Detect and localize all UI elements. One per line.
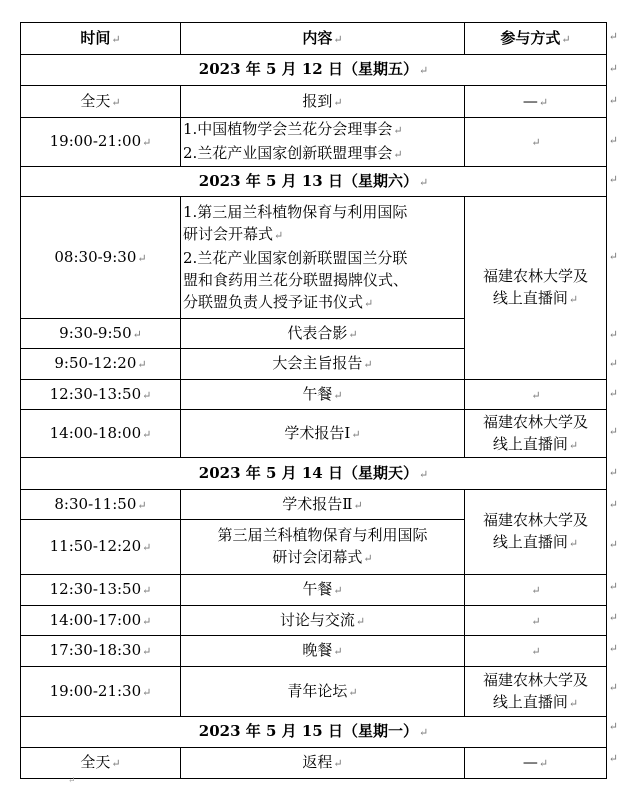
time-cell: 19:00-21:00↵ bbox=[21, 118, 181, 167]
content-cell: 报到↵ bbox=[181, 86, 465, 118]
date-row bbox=[21, 167, 607, 197]
content-cell: 晚餐↵ bbox=[181, 636, 465, 667]
mode-cell: ↵ bbox=[465, 380, 607, 410]
header-row bbox=[21, 23, 607, 55]
content-cell: 学术报告Ⅱ↵ bbox=[181, 490, 465, 520]
paragraph-mark: ↵ bbox=[608, 752, 618, 765]
content-cell: 代表合影↵ bbox=[181, 319, 465, 349]
time-cell: 9:30-9:50↵ bbox=[21, 319, 181, 349]
paragraph-mark: ↵ bbox=[608, 720, 618, 733]
date-may-14: 2023 年 5 月 14 日（星期天）↵ bbox=[21, 458, 607, 490]
mode-cell: ↵ bbox=[465, 606, 607, 636]
paragraph-mark: ↵ bbox=[608, 681, 618, 694]
paragraph-mark: ↵ bbox=[68, 776, 76, 786]
header-time: 时间↵ bbox=[21, 23, 181, 55]
paragraph-mark: ↵ bbox=[608, 538, 618, 551]
mode-cell: —↵ bbox=[465, 86, 607, 118]
table-row bbox=[21, 86, 607, 118]
paragraph-mark: ↵ bbox=[608, 498, 618, 511]
venue-cell: 福建农林大学及 线上直播间↵ bbox=[465, 667, 607, 717]
paragraph-mark: ↵ bbox=[608, 250, 618, 263]
table-row bbox=[21, 197, 607, 319]
header-mode: 参与方式↵ bbox=[465, 23, 607, 55]
table-row bbox=[21, 606, 607, 636]
paragraph-mark: ↵ bbox=[608, 328, 618, 341]
paragraph-mark: ↵ bbox=[608, 173, 618, 186]
time-cell: 全天↵ bbox=[21, 748, 181, 779]
time-cell: 8:30-11:50↵ bbox=[21, 490, 181, 520]
paragraph-mark: ↵ bbox=[608, 580, 618, 593]
time-cell: 19:00-21:30↵ bbox=[21, 667, 181, 717]
paragraph-mark: ↵ bbox=[608, 425, 618, 438]
date-may-12: 2023 年 5 月 12 日（星期五）↵ bbox=[21, 55, 607, 86]
date-row bbox=[21, 55, 607, 86]
date-row bbox=[21, 458, 607, 490]
paragraph-mark: ↵ bbox=[608, 387, 618, 400]
mode-cell: ↵ bbox=[465, 575, 607, 606]
header-content: 内容↵ bbox=[181, 23, 465, 55]
mode-cell: ↵ bbox=[465, 636, 607, 667]
date-row bbox=[21, 717, 607, 748]
time-cell: 08:30-9:30↵ bbox=[21, 197, 181, 319]
paragraph-mark: ↵ bbox=[608, 466, 618, 479]
paragraph-mark: ↵ bbox=[608, 611, 618, 624]
content-cell: 1.第三届兰科植物保育与利用国际 研讨会开幕式↵ 2.兰花产业国家创新联盟国兰分联 盟和食药用兰花分联盟揭牌仪式、 分联盟负责人授予证书仪式↵ bbox=[181, 197, 465, 319]
time-cell: 17:30-18:30↵ bbox=[21, 636, 181, 667]
content-cell: 午餐↵ bbox=[181, 575, 465, 606]
mode-cell: ↵ bbox=[465, 118, 607, 167]
time-cell: 12:30-13:50↵ bbox=[21, 575, 181, 606]
paragraph-mark: ↵ bbox=[608, 357, 618, 370]
content-cell: 青年论坛↵ bbox=[181, 667, 465, 717]
table-row bbox=[21, 118, 607, 167]
time-cell: 14:00-18:00↵ bbox=[21, 410, 181, 458]
time-cell: 全天↵ bbox=[21, 86, 181, 118]
content-cell: 大会主旨报告↵ bbox=[181, 349, 465, 380]
content-cell: 讨论与交流↵ bbox=[181, 606, 465, 636]
paragraph-mark: ↵ bbox=[608, 62, 618, 75]
paragraph-mark: ↵ bbox=[608, 134, 618, 147]
time-cell: 11:50-12:20↵ bbox=[21, 520, 181, 575]
content-cell: 午餐↵ bbox=[181, 380, 465, 410]
table-row bbox=[21, 636, 607, 667]
date-may-15: 2023 年 5 月 15 日（星期一）↵ bbox=[21, 717, 607, 748]
table-row bbox=[21, 490, 607, 520]
mode-cell: —↵ bbox=[465, 748, 607, 779]
content-cell: 返程↵ bbox=[181, 748, 465, 779]
paragraph-mark: ↵ bbox=[608, 94, 618, 107]
time-cell: 9:50-12:20↵ bbox=[21, 349, 181, 380]
table-row bbox=[21, 380, 607, 410]
time-cell: 14:00-17:00↵ bbox=[21, 606, 181, 636]
venue-cell: 福建农林大学及 线上直播间↵ bbox=[465, 490, 607, 575]
table-row bbox=[21, 575, 607, 606]
venue-cell: 福建农林大学及 线上直播间↵ bbox=[465, 197, 607, 380]
time-cell: 12:30-13:50↵ bbox=[21, 380, 181, 410]
content-cell: 学术报告Ⅰ↵ bbox=[181, 410, 465, 458]
content-cell: 1.中国植物学会兰花分会理事会↵ 2.兰花产业国家创新联盟理事会↵ bbox=[181, 118, 465, 167]
paragraph-mark: ↵ bbox=[608, 30, 618, 43]
schedule-table bbox=[20, 22, 607, 779]
date-may-13: 2023 年 5 月 13 日（星期六）↵ bbox=[21, 167, 607, 197]
table-row bbox=[21, 748, 607, 779]
content-cell: 第三届兰科植物保育与利用国际 研讨会闭幕式↵ bbox=[181, 520, 465, 575]
paragraph-mark: ↵ bbox=[608, 642, 618, 655]
venue-cell: 福建农林大学及 线上直播间↵ bbox=[465, 410, 607, 458]
table-row bbox=[21, 667, 607, 717]
table-row bbox=[21, 410, 607, 458]
